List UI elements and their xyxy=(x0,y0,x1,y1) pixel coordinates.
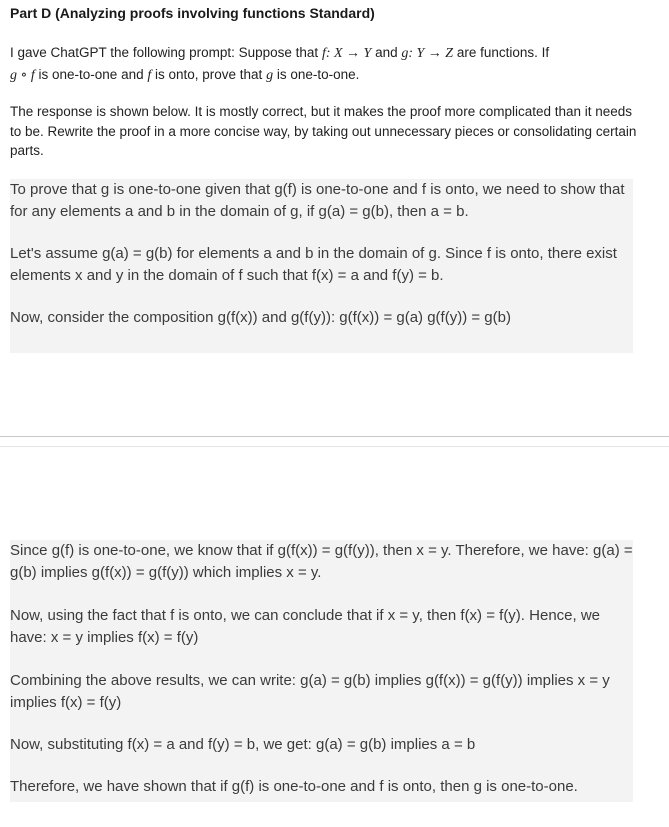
prompt-onto: is onto, prove that xyxy=(151,67,267,82)
response-paragraph: Let's assume g(a) = g(b) for elements a and b in the domain of g. Since f is onto, there exist elements x and y in the domain of f such that f(x) = a and f(y) = b. xyxy=(10,245,617,284)
prompt-and: and xyxy=(371,45,402,60)
response-paragraph: Combining the above results, we can write: g(a) = g(b) implies g(f(x)) = g(f(y)) implies x = y implies f(x) = f(y) xyxy=(10,672,610,711)
response-description: The response is shown below. It is mostly correct, but it makes the proof more complicated than it needs to be. Rewrite the proof in a more concise way, by taking out unnecessary pieces or consolidating certain parts. xyxy=(10,104,637,158)
response-paragraph: To prove that g is one-to-one given that g(f) is one-to-one and f is onto, we need to show that for any elements a and b in the domain of g, if g(a) = g(b), then a = b. xyxy=(10,181,625,220)
composition-symbol: g ∘ f xyxy=(10,68,35,83)
prompt-end: is one-to-one. xyxy=(273,67,360,82)
prompt-are-functions: are functions. If xyxy=(453,45,550,60)
prompt-text xyxy=(10,42,650,86)
f-variable: f xyxy=(147,68,152,83)
f-mapping: f: X → Y xyxy=(321,46,372,61)
prompt-intro: I gave ChatGPT the following prompt: Suppose that xyxy=(10,45,322,60)
response-paragraph: Therefore, we have shown that if g(f) is one-to-one and f is onto, then g is one-to-one. xyxy=(10,778,578,795)
g-mapping: g: Y → Z xyxy=(401,46,454,61)
response-paragraph: Now, using the fact that f is onto, we can conclude that if x = y, then f(x) = f(y). Hence, we have: x = y implies f(x) = f(y) xyxy=(10,607,601,646)
page-break-divider xyxy=(0,446,669,447)
response-paragraph: Since g(f) is one-to-one, we know that if g(f(x)) = g(f(y)), then x = y. Therefore, we have: g(a) = g(b) implies g(f(x)) = g(f(y)) which implies x = y. xyxy=(10,542,633,581)
page-break-divider xyxy=(0,436,669,437)
response-paragraph: Now, substituting f(x) = a and f(y) = b, we get: g(a) = g(b) implies a = b xyxy=(10,736,476,753)
response-block-2 xyxy=(10,540,633,802)
response-block-1 xyxy=(10,179,633,353)
prompt-one-to-one: is one-to-one and xyxy=(34,67,148,82)
response-paragraph: Now, consider the composition g(f(x)) and g(f(y)): g(f(x)) = g(a) g(f(y)) = g(b) xyxy=(10,309,511,326)
section-heading: Part D (Analyzing proofs involving functions Standard) xyxy=(10,5,375,21)
g-variable: g xyxy=(266,68,274,83)
